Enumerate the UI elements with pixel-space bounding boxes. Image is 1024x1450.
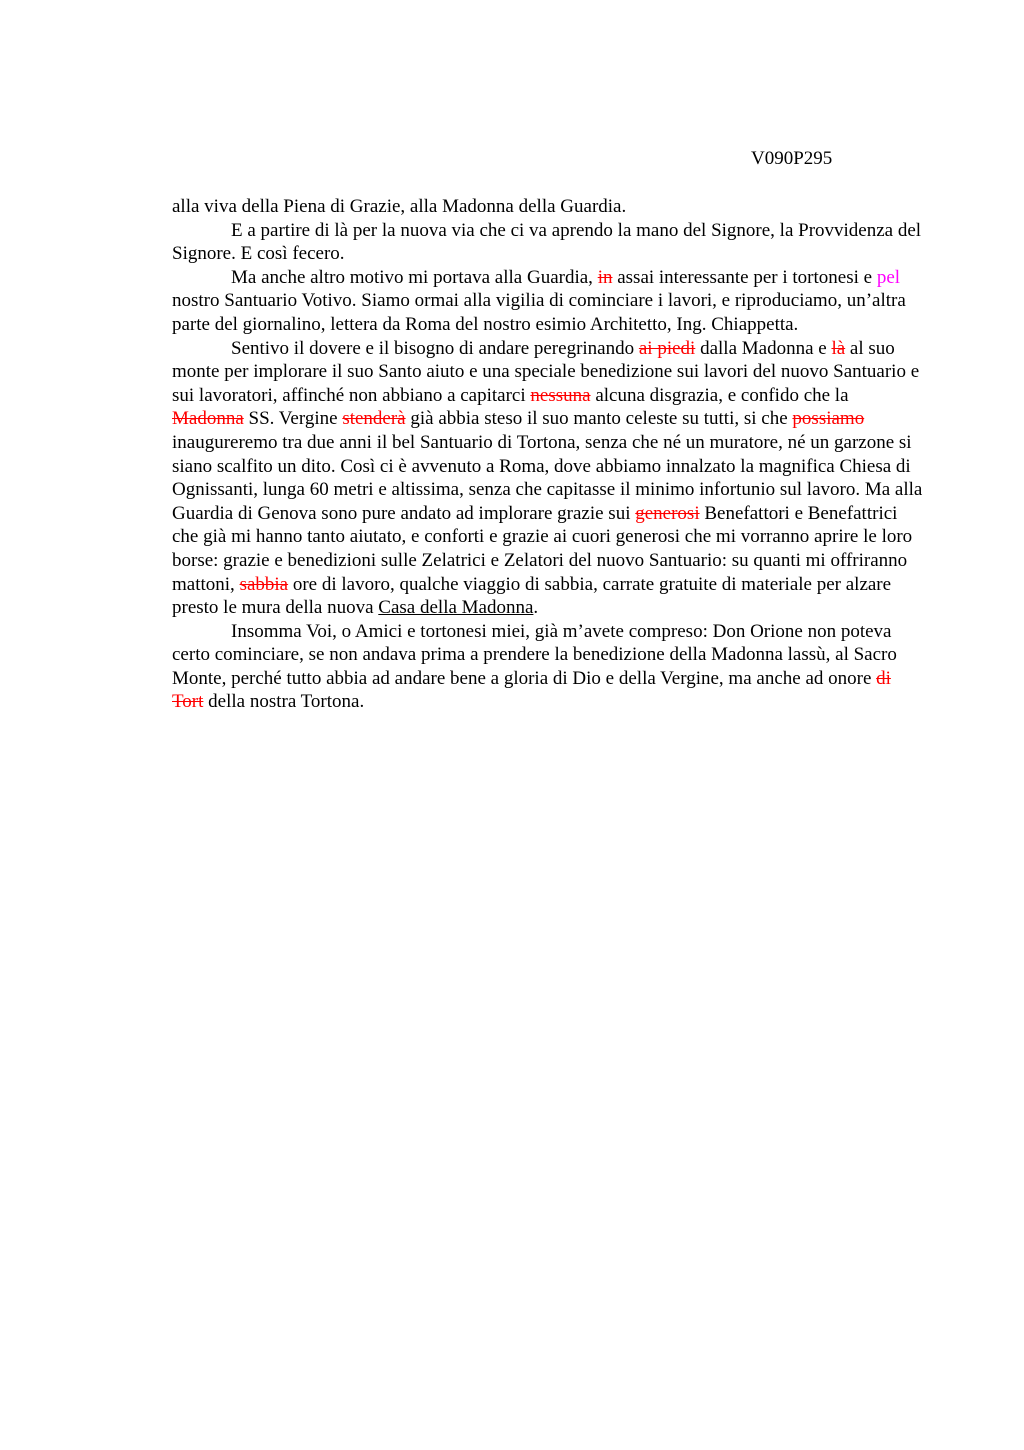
text-segment: Ma anche altro motivo mi portava alla Guardia, (231, 266, 598, 288)
paragraph-3 (172, 266, 924, 337)
text-segment: inaugureremo tra due anni il bel Santuario di Tortona, senza che né un muratore, né un garzone si siano scalfito un dito. Così ci è avvenuto a Roma, dove abbiamo innalzato la magnifica Chiesa di Ognissanti, lunga 60 metri e altissima, senza che capitasse il minimo infortunio sul lavoro. Ma alla Guardia di Genova sono pure andato ad implorare grazie sui (172, 431, 923, 524)
text-segment: della nostra Tortona. (203, 691, 365, 713)
text-segment: al suo monte per implorare il suo Santo aiuto e una speciale benedizione sui lavori del nuovo Santuario e sui lavoratori, affinché non abbiano a capitarci (172, 337, 920, 406)
text-segment: Benefattori e Benefattrici che già mi hanno tanto aiutato, e conforti e grazie ai cuori generosi che mi vorranno aprire le loro borse: grazie e benedizioni sulle Zelatrici e Zelatori del nuovo Santuario: su quanti mi offriranno mattoni, (172, 502, 913, 595)
inserted-text: pel (876, 266, 901, 288)
paragraph-2 (172, 219, 924, 266)
text-segment: SS. Vergine (243, 408, 343, 430)
text-segment: . (533, 597, 539, 619)
text-segment: alla viva della Piena di Grazie, alla Madonna della Guardia. (172, 196, 627, 217)
text-segment: Insomma Voi, o Amici e tortonesi miei, già m’avete compreso: Don Orione non poteva certo cominciare, se non andava prima a prendere la benedizione della Madonna lassù, al Sacro Monte, perché tutto abbia ad andare bene a gloria di Dio e della Vergine, ma anche ad onore (172, 620, 897, 689)
deleted-text: generosi (635, 502, 700, 524)
deleted-text: Madonna (172, 408, 244, 430)
paragraph-1 (172, 195, 924, 219)
paragraph-5 (172, 620, 924, 714)
deleted-text: stenderà (342, 408, 406, 430)
underlined-text: Casa della Madonna (378, 597, 534, 619)
page-code: V090P295 (751, 148, 833, 169)
deleted-text: là (831, 337, 846, 359)
deleted-text: possiamo (792, 408, 865, 430)
text-segment: già abbia steso il suo manto celeste su tutti, si che (405, 408, 793, 430)
deleted-text: nessuna (530, 384, 591, 406)
deleted-text: in (597, 266, 613, 288)
text-segment: ore di lavoro, qualche viaggio di sabbia, carrate gratuite di materiale per alzare presto le mura della nuova (172, 573, 892, 619)
deleted-text: sabbia (239, 573, 289, 595)
text-segment: nostro Santuario Votivo. Siamo ormai alla vigilia di cominciare i lavori, e riproduciamo, un’altra parte del giornalino, lettera da Roma del nostro esimio Architetto, Ing. Chiappetta. (172, 290, 906, 335)
deleted-text: di Tort (172, 667, 891, 713)
text-segment: alcuna disgrazia, e confido che la (590, 384, 849, 406)
text-segment: dalla Madonna e (695, 337, 832, 359)
paragraph-4 (172, 337, 924, 620)
text-segment: E a partire di là per la nuova via che ci va aprendo la mano del Signore, la Provvidenza del Signore. E così fecero. (172, 219, 922, 265)
text-segment: Sentivo il dovere e il bisogno di andare peregrinando (231, 337, 639, 359)
document-body (172, 195, 924, 714)
deleted-text: ai piedi (638, 337, 696, 359)
text-segment: assai interessante per i tortonesi e (612, 266, 877, 288)
